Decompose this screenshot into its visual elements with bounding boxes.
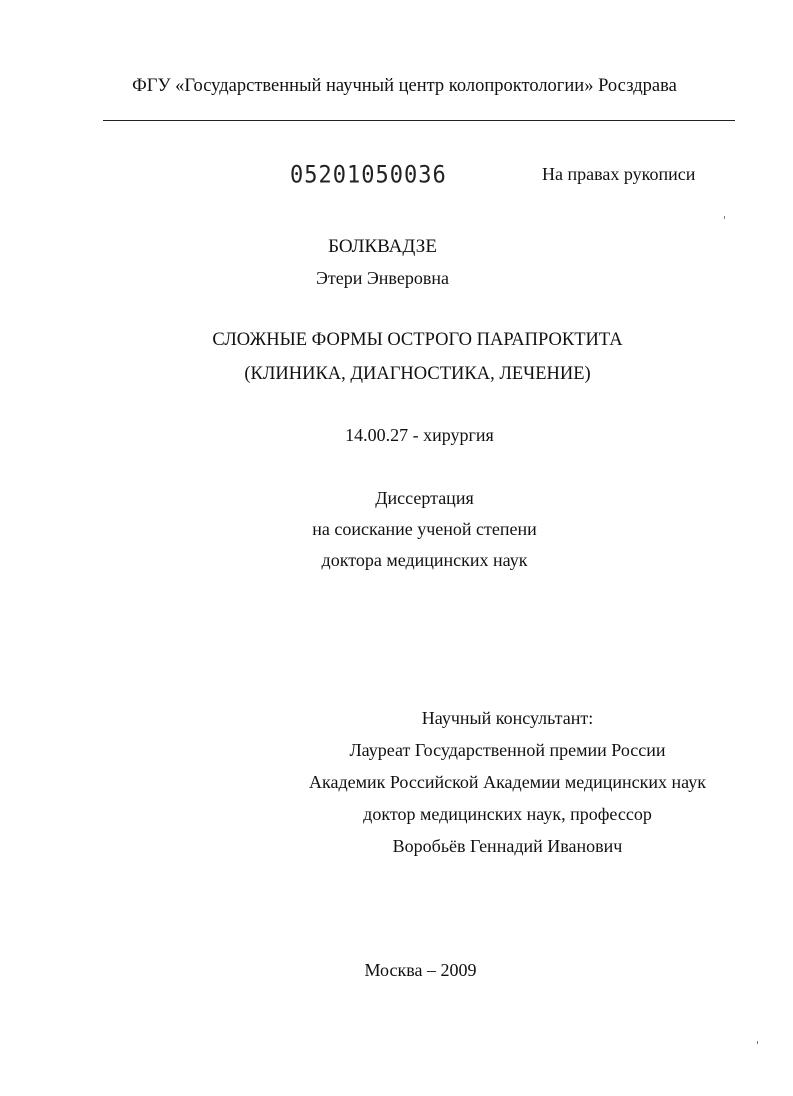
advisor-award: Лауреат Государственной премии России: [349, 740, 666, 760]
advisor-name: Воробьёв Геннадий Иванович: [392, 836, 623, 856]
registration-number: 05201050036: [290, 162, 447, 189]
advisor-label: Научный консультант:: [421, 708, 594, 728]
thesis-degree: доктора медицинских наук: [321, 550, 528, 570]
city-year: Москва – 2009: [364, 960, 477, 980]
header-divider: [103, 120, 735, 121]
advisor-degree: доктор медицинских наук, профессор: [363, 804, 652, 824]
author-given-names: Этери Энверовна: [316, 268, 449, 288]
thesis-title-line-1: СЛОЖНЫЕ ФОРМЫ ОСТРОГО ПАРАПРОКТИТА: [212, 330, 623, 350]
scan-speck: [757, 1041, 758, 1044]
thesis-degree-purpose: на соискание ученой степени: [312, 519, 537, 539]
rights-note: На правах рукописи: [542, 164, 696, 184]
specialty-code: 14.00.27 - хирургия: [345, 425, 494, 445]
scan-speck: [724, 216, 725, 219]
thesis-type: Диссертация: [375, 488, 474, 508]
thesis-title-line-2: (КЛИНИКА, ДИАГНОСТИКА, ЛЕЧЕНИЕ): [244, 364, 591, 384]
advisor-academic-title: Академик Российской Академии медицинских наук: [308, 772, 706, 792]
organization-header: ФГУ «Государственный научный центр колопроктологии» Росздрава: [132, 76, 677, 96]
author-surname: БОЛКВАДЗЕ: [328, 236, 437, 257]
